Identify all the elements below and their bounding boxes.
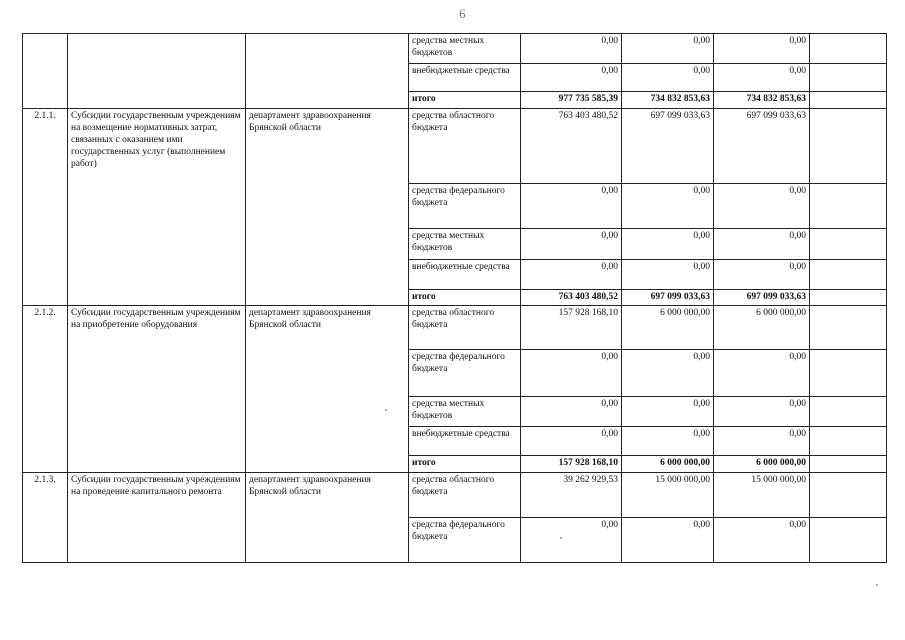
- row-code: 2.1.1.: [23, 109, 68, 306]
- amount-year-1: 763 403 480,52: [521, 109, 622, 184]
- amount-year-2: 0,00: [622, 427, 714, 456]
- amount-year-3: 734 832 853,63: [714, 92, 810, 109]
- budget-table: [22, 33, 887, 563]
- funding-source: средства местных бюджетов: [409, 397, 521, 427]
- funding-source: средства областного бюджета: [409, 109, 521, 184]
- amount-year-3: 0,00: [714, 350, 810, 397]
- amount-year-1: 0,00: [521, 184, 622, 229]
- empty-cell: [810, 290, 887, 306]
- amount-year-2: 6 000 000,00: [622, 306, 714, 350]
- amount-year-3: 697 099 033,63: [714, 109, 810, 184]
- amount-year-3: 0,00: [714, 518, 810, 563]
- executor-name: [246, 34, 409, 109]
- funding-source: средства местных бюджетов: [409, 229, 521, 260]
- funding-source: средства областного бюджета: [409, 306, 521, 350]
- amount-year-2: 0,00: [622, 34, 714, 64]
- empty-cell: [810, 518, 887, 563]
- amount-year-1: 0,00: [521, 427, 622, 456]
- row-code: [23, 34, 68, 109]
- amount-year-2: 0,00: [622, 229, 714, 260]
- table-row: [23, 306, 887, 350]
- amount-year-2: 0,00: [622, 518, 714, 563]
- amount-year-1: 0,00: [521, 518, 622, 563]
- table-row: [23, 109, 887, 184]
- amount-year-1: 977 735 585,39: [521, 92, 622, 109]
- amount-year-1: 0,00: [521, 260, 622, 290]
- amount-year-3: 0,00: [714, 34, 810, 64]
- empty-cell: [810, 34, 887, 64]
- amount-year-2: 697 099 033,63: [622, 290, 714, 306]
- amount-year-3: 6 000 000,00: [714, 306, 810, 350]
- amount-year-3: 0,00: [714, 64, 810, 92]
- amount-year-1: 0,00: [521, 64, 622, 92]
- amount-year-3: 0,00: [714, 260, 810, 290]
- funding-source: средства федерального бюджета: [409, 184, 521, 229]
- amount-year-1: 0,00: [521, 397, 622, 427]
- amount-year-2: 6 000 000,00: [622, 456, 714, 473]
- empty-cell: [810, 456, 887, 473]
- empty-cell: [810, 350, 887, 397]
- scan-speck: [385, 409, 387, 411]
- empty-cell: [810, 427, 887, 456]
- funding-source: внебюджетные средства: [409, 260, 521, 290]
- amount-year-3: 0,00: [714, 427, 810, 456]
- amount-year-3: 6 000 000,00: [714, 456, 810, 473]
- empty-cell: [810, 92, 887, 109]
- empty-cell: [810, 473, 887, 518]
- amount-year-1: 763 403 480,52: [521, 290, 622, 306]
- empty-cell: [810, 109, 887, 184]
- amount-year-2: 0,00: [622, 397, 714, 427]
- funding-source: внебюджетные средства: [409, 427, 521, 456]
- measure-name: Субсидии государственным учреждениям на проведение капитального ремонта: [68, 473, 246, 563]
- budget-table-body: [23, 34, 887, 563]
- funding-source: внебюджетные средства: [409, 64, 521, 92]
- executor-name: департамент здравоохранения Брянской области: [246, 473, 409, 563]
- table-row: [23, 34, 887, 64]
- row-code: 2.1.3.: [23, 473, 68, 563]
- page-number: 6: [459, 6, 466, 21]
- row-code: 2.1.2.: [23, 306, 68, 473]
- scan-speck: [560, 537, 562, 539]
- funding-source: итого: [409, 456, 521, 473]
- funding-source: средства федерального бюджета: [409, 518, 521, 563]
- measure-name: [68, 34, 246, 109]
- amount-year-2: 734 832 853,63: [622, 92, 714, 109]
- empty-cell: [810, 64, 887, 92]
- executor-name: департамент здравоохранения Брянской области: [246, 109, 409, 306]
- amount-year-3: 697 099 033,63: [714, 290, 810, 306]
- funding-source: средства областного бюджета: [409, 473, 521, 518]
- measure-name: Субсидии государственным учреждениям на возмещение нормативных затрат, связанных с оказанием ими государственных услуг (выполнением работ): [68, 109, 246, 306]
- empty-cell: [810, 229, 887, 260]
- amount-year-3: 0,00: [714, 184, 810, 229]
- amount-year-1: 0,00: [521, 350, 622, 397]
- amount-year-2: 15 000 000,00: [622, 473, 714, 518]
- amount-year-2: 697 099 033,63: [622, 109, 714, 184]
- scan-speck: [876, 584, 878, 586]
- amount-year-3: 0,00: [714, 229, 810, 260]
- amount-year-1: 157 928 168,10: [521, 306, 622, 350]
- amount-year-2: 0,00: [622, 64, 714, 92]
- table-row: [23, 473, 887, 518]
- empty-cell: [810, 184, 887, 229]
- amount-year-1: 157 928 168,10: [521, 456, 622, 473]
- empty-cell: [810, 397, 887, 427]
- amount-year-2: 0,00: [622, 184, 714, 229]
- funding-source: итого: [409, 290, 521, 306]
- amount-year-2: 0,00: [622, 350, 714, 397]
- funding-source: итого: [409, 92, 521, 109]
- measure-name: Субсидии государственным учреждениям на приобретение оборудования: [68, 306, 246, 473]
- amount-year-2: 0,00: [622, 260, 714, 290]
- funding-source: средства местных бюджетов: [409, 34, 521, 64]
- amount-year-1: 39 262 929,53: [521, 473, 622, 518]
- empty-cell: [810, 260, 887, 290]
- amount-year-3: 0,00: [714, 397, 810, 427]
- amount-year-3: 15 000 000,00: [714, 473, 810, 518]
- executor-name: департамент здравоохранения Брянской области: [246, 306, 409, 473]
- funding-source: средства федерального бюджета: [409, 350, 521, 397]
- amount-year-1: 0,00: [521, 34, 622, 64]
- amount-year-1: 0,00: [521, 229, 622, 260]
- empty-cell: [810, 306, 887, 350]
